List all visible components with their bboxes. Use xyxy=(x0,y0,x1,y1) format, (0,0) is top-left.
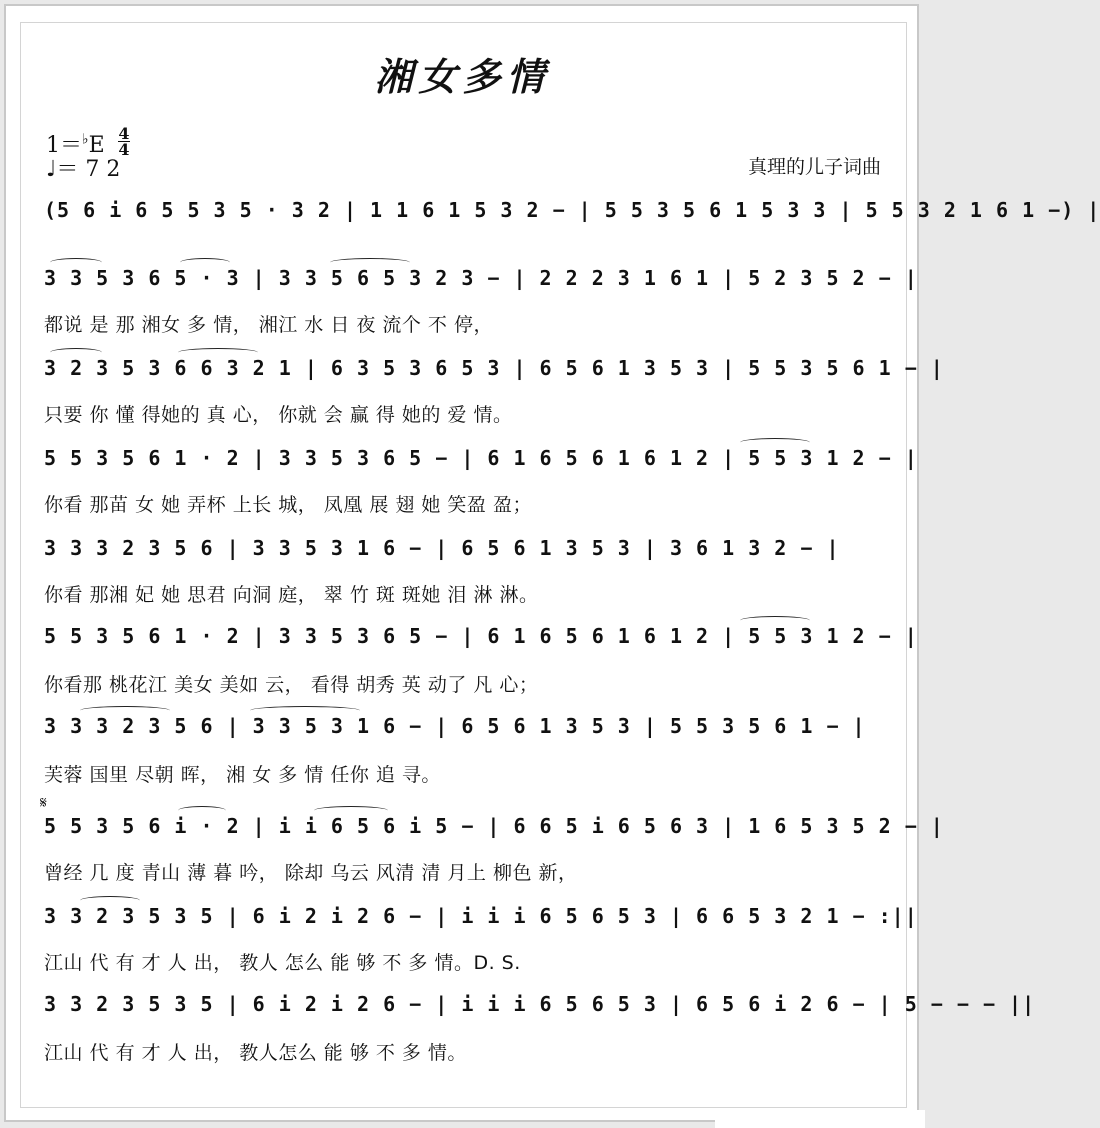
notation-line-7: 5 5 3 5 6 i · 2 | i i 6 5 6 i 5 − | 6 6 5 i 6 5 6 3 | 1 6 5 3 5 2 − | xyxy=(44,814,944,838)
slur-mark xyxy=(80,896,140,905)
notation-line-8: 3 3 2 3 5 3 5 | 6 i 2 i 2 6 − | i i i 6 5 6 5 3 | 6 6 5 3 2 1 − :|| xyxy=(44,904,918,928)
notation-line-intro: (5 6 i 6 5 5 3 5 · 3 2 | 1 1 6 1 5 3 2 − | 5 5 3 5 6 1 5 3 3 | 5 5 3 2 1 6 1 −) | xyxy=(44,198,1100,222)
time-signature-top: 4 xyxy=(118,124,130,143)
slur-mark xyxy=(50,348,102,357)
slur-mark xyxy=(314,806,388,815)
slur-mark xyxy=(250,706,360,715)
lyrics-line-6: 芙蓉 国里 尽朝 晖， 湘 女 多 情 任你 追 寻。 xyxy=(44,764,441,786)
notation-line-5: 5 5 3 5 6 1 · 2 | 3 3 5 3 6 5 − | 6 1 6 5 6 1 6 1 2 | 5 5 3 1 2 − | xyxy=(44,624,918,648)
lyrics-line-9: 江山 代 有 才 人 出， 教人怎么 能 够 不 多 情。 xyxy=(44,1042,467,1064)
lyrics-line-4: 你看 那湘 妃 她 思君 向洞 庭， 翠 竹 斑 斑她 泪 淋 淋。 xyxy=(44,584,539,606)
notation-line-2: 3 2 3 5 3 6 6 3 2 1 | 6 3 5 3 6 5 3 | 6 5 6 1 3 5 3 | 5 5 3 5 6 1 − | xyxy=(44,356,944,380)
credit-line: 真理的儿子词曲 xyxy=(747,156,881,178)
slur-mark xyxy=(50,258,102,267)
slur-mark xyxy=(740,616,810,625)
notation-line-3: 5 5 3 5 6 1 · 2 | 3 3 5 3 6 5 − | 6 1 6 5 6 1 6 1 2 | 5 5 3 1 2 − | xyxy=(44,446,918,470)
song-title: 湘女多情 xyxy=(374,54,551,99)
slur-mark xyxy=(330,258,410,267)
segno-sign: 𝄋 xyxy=(40,793,47,812)
lyrics-line-8: 江山 代 有 才 人 出， 教人 怎么 能 够 不 多 情。D. S. xyxy=(44,952,521,974)
notation-line-6: 3 3 3 2 3 5 6 | 3 3 5 3 1 6 − | 6 5 6 1 3 5 3 | 5 5 3 5 6 1 − | xyxy=(44,714,866,738)
page-edge xyxy=(715,1110,925,1128)
lyrics-line-5: 你看那 桃花江 美女 美如 云， 看得 胡秀 英 动了 凡 心； xyxy=(44,674,539,696)
key-letter: E xyxy=(88,133,105,158)
lyrics-line-1: 都说 是 那 湘女 多 情， 湘江 水 日 夜 流个 不 停， xyxy=(44,314,493,336)
notation-line-4: 3 3 3 2 3 5 6 | 3 3 5 3 1 6 − | 6 5 6 1 3 5 3 | 3 6 1 3 2 − | xyxy=(44,536,840,560)
slur-mark xyxy=(740,438,810,447)
slur-mark xyxy=(178,806,226,815)
key-prefix: 1＝ xyxy=(46,133,82,158)
lyrics-line-2: 只要 你 懂 得她的 真 心， 你就 会 赢 得 她的 爱 情。 xyxy=(44,404,513,426)
sheet-inner-border xyxy=(20,22,1100,1108)
tempo-marking: ♩＝ 7 2 xyxy=(46,157,121,182)
slur-mark xyxy=(180,258,230,267)
slur-mark xyxy=(178,348,258,357)
lyrics-line-3: 你看 那苗 女 她 弄杯 上长 城， 凤凰 展 翅 她 笑盈 盈； xyxy=(44,494,532,516)
notation-line-1: 3 3 5 3 6 5 · 3 | 3 3 5 6 5 3 2 3 − | 2 2 2 3 1 6 1 | 5 2 3 5 2 − | xyxy=(44,266,918,290)
time-signature-bottom: 4 xyxy=(118,140,130,159)
slur-mark xyxy=(80,706,170,715)
flat-sign: ♭ xyxy=(82,131,89,148)
lyrics-line-7: 曾经 几 度 青山 薄 暮 吟， 除却 乌云 风清 清 月上 柳色 新， xyxy=(44,862,578,884)
notation-line-9: 3 3 2 3 5 3 5 | 6 i 2 i 2 6 − | i i i 6 5 6 5 3 | 6 5 6 i 2 6 − | 5 − − − || xyxy=(44,992,1036,1016)
